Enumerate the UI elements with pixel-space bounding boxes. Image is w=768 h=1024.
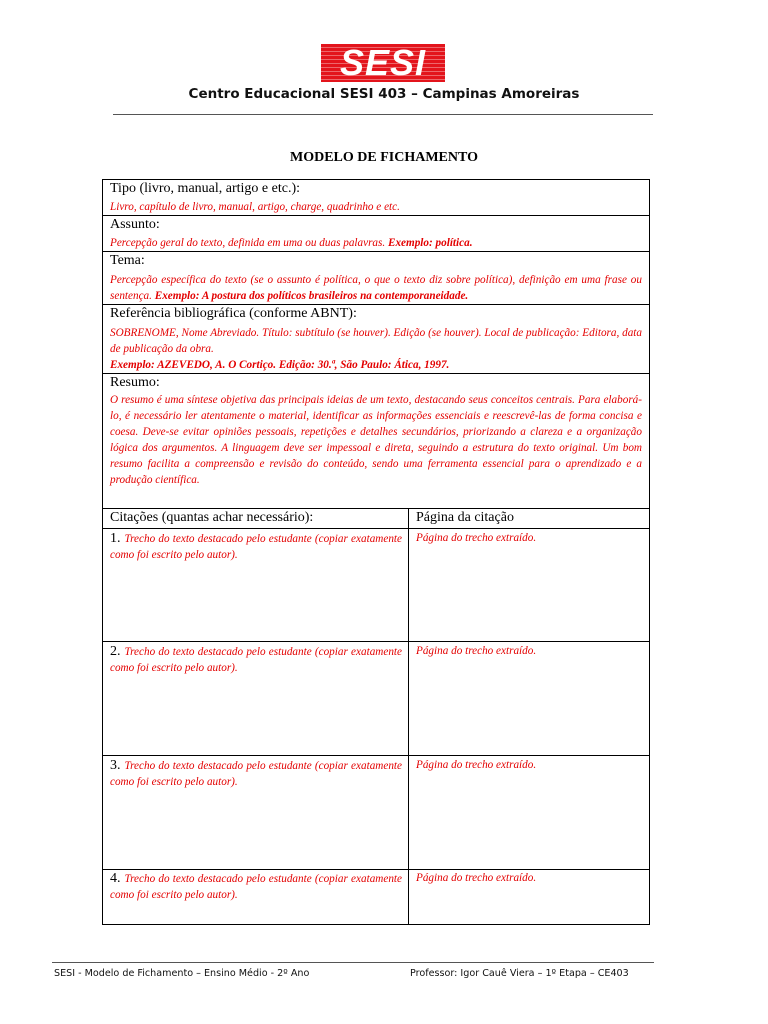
field-tema: [102, 251, 650, 305]
citation-row-1-page: Página do trecho extraído.: [416, 532, 537, 544]
citation-row-1-text: [110, 531, 402, 563]
citation-row-4-text-cell: [102, 869, 409, 925]
citations-header-right-label: Página da citação: [416, 510, 514, 525]
citation-row-3-quote: Trecho do texto destacado pelo estudante (copiar exatamente como foi escrito pelo autor).: [110, 760, 402, 788]
field-tipo-label: Tipo (livro, manual, artigo e etc.):: [110, 181, 300, 196]
field-referencia: [102, 304, 650, 374]
citation-row-2-quote: Trecho do texto destacado pelo estudante (copiar exatamente como foi escrito pelo autor).: [110, 646, 402, 674]
field-resumo-label: Resumo:: [110, 375, 160, 390]
field-referencia-example-text: Exemplo: AZEVEDO, A. O Cortiço. Edição: 30.ª, São Paulo: Ática, 1997.: [110, 359, 450, 371]
header-divider: [113, 114, 653, 115]
field-tipo: [102, 179, 650, 216]
logo-text: SESI: [339, 42, 427, 83]
footer-divider: [52, 962, 654, 963]
citations-header-right: [408, 508, 650, 529]
citation-row-4-page-cell: [408, 869, 650, 925]
citation-row-1-page-cell: [408, 528, 650, 642]
field-assunto-label: Assunto:: [110, 217, 160, 232]
field-tema-hint-text: Percepção específica do texto (se o assunto é política, o que o texto diz sobre política), definição em uma frase ou sentença.: [110, 274, 642, 302]
school-name: Centro Educacional SESI 403 – Campinas Amoreiras: [188, 86, 580, 102]
footer-left: SESI - Modelo de Fichamento – Ensino Médio - 2º Ano: [54, 968, 310, 979]
field-referencia-hint: SOBRENOME, Nome Abreviado. Título: subtítulo (se houver). Edição (se houver). Local de publicação: Editora, data de publicação da obra.: [110, 327, 642, 355]
footer-right: Professor: Igor Cauê Viera – 1º Etapa – CE403: [410, 968, 629, 979]
document-title: MODELO DE FICHAMENTO: [290, 150, 478, 165]
field-resumo-hint: O resumo é uma síntese objetiva das principais ideias de um texto, destacando seus conceitos centrais. Para elaborá-lo, é necessário ler atentamente o material, identificar as informações essenciais e reescrevê-las de forma concisa e coesa. Deve-se evitar opiniões pessoais, repetições e detalhes secundários, priorizando a clareza e a organização lógica dos argumentos. A linguagem deve ser impessoal e direta, seguindo a estrutura do texto original. Um bom resumo facilita a compreensão e revisão do conteúdo, sendo uma ferramenta essencial para o aprendizado e a produção científica.: [110, 394, 642, 486]
citation-row-1-text-cell: [102, 528, 409, 642]
sesi-logo: [321, 44, 445, 82]
citation-row-2-page-cell: [408, 641, 650, 756]
citation-row-2-page: Página do trecho extraído.: [416, 645, 537, 657]
citation-row-1-quote: Trecho do texto destacado pelo estudante (copiar exatamente como foi escrito pelo autor).: [110, 533, 402, 561]
citations-header-left-label: Citações (quantas achar necessário):: [110, 510, 314, 525]
field-tema-hint: [110, 272, 642, 304]
field-tipo-hint: Livro, capítulo de livro, manual, artigo, charge, quadrinho e etc.: [110, 201, 400, 213]
field-tema-label: Tema:: [110, 253, 145, 268]
citation-row-3-text: [110, 758, 402, 790]
field-assunto-hint: [110, 235, 642, 251]
field-assunto-hint-text: Percepção geral do texto, definida em uma ou duas palavras.: [110, 237, 386, 249]
field-referencia-label: Referência bibliográfica (conforme ABNT):: [110, 306, 357, 321]
citation-row-3-text-cell: [102, 755, 409, 870]
citation-row-3-number: 3.: [110, 758, 121, 773]
citation-row-1-number: 1.: [110, 531, 121, 546]
citation-row-3-page-cell: [408, 755, 650, 870]
citation-row-4-number: 4.: [110, 871, 121, 886]
citations-header-left: [102, 508, 409, 529]
citation-row-2-number: 2.: [110, 644, 121, 659]
field-tema-example: Exemplo: A postura dos políticos brasileiros na contemporaneidade.: [154, 290, 469, 302]
citation-row-2-text-cell: [102, 641, 409, 756]
citation-row-4-page: Página do trecho extraído.: [416, 872, 537, 884]
field-assunto-example: Exemplo: política.: [387, 237, 473, 249]
citation-row-2-text: [110, 644, 402, 676]
field-assunto: [102, 215, 650, 252]
field-referencia-example: [110, 357, 642, 373]
field-resumo: [102, 373, 650, 509]
citation-row-3-page: Página do trecho extraído.: [416, 759, 537, 771]
citation-row-4-text: [110, 871, 402, 903]
citation-row-4-quote: Trecho do texto destacado pelo estudante (copiar exatamente como foi escrito pelo autor).: [110, 873, 402, 901]
